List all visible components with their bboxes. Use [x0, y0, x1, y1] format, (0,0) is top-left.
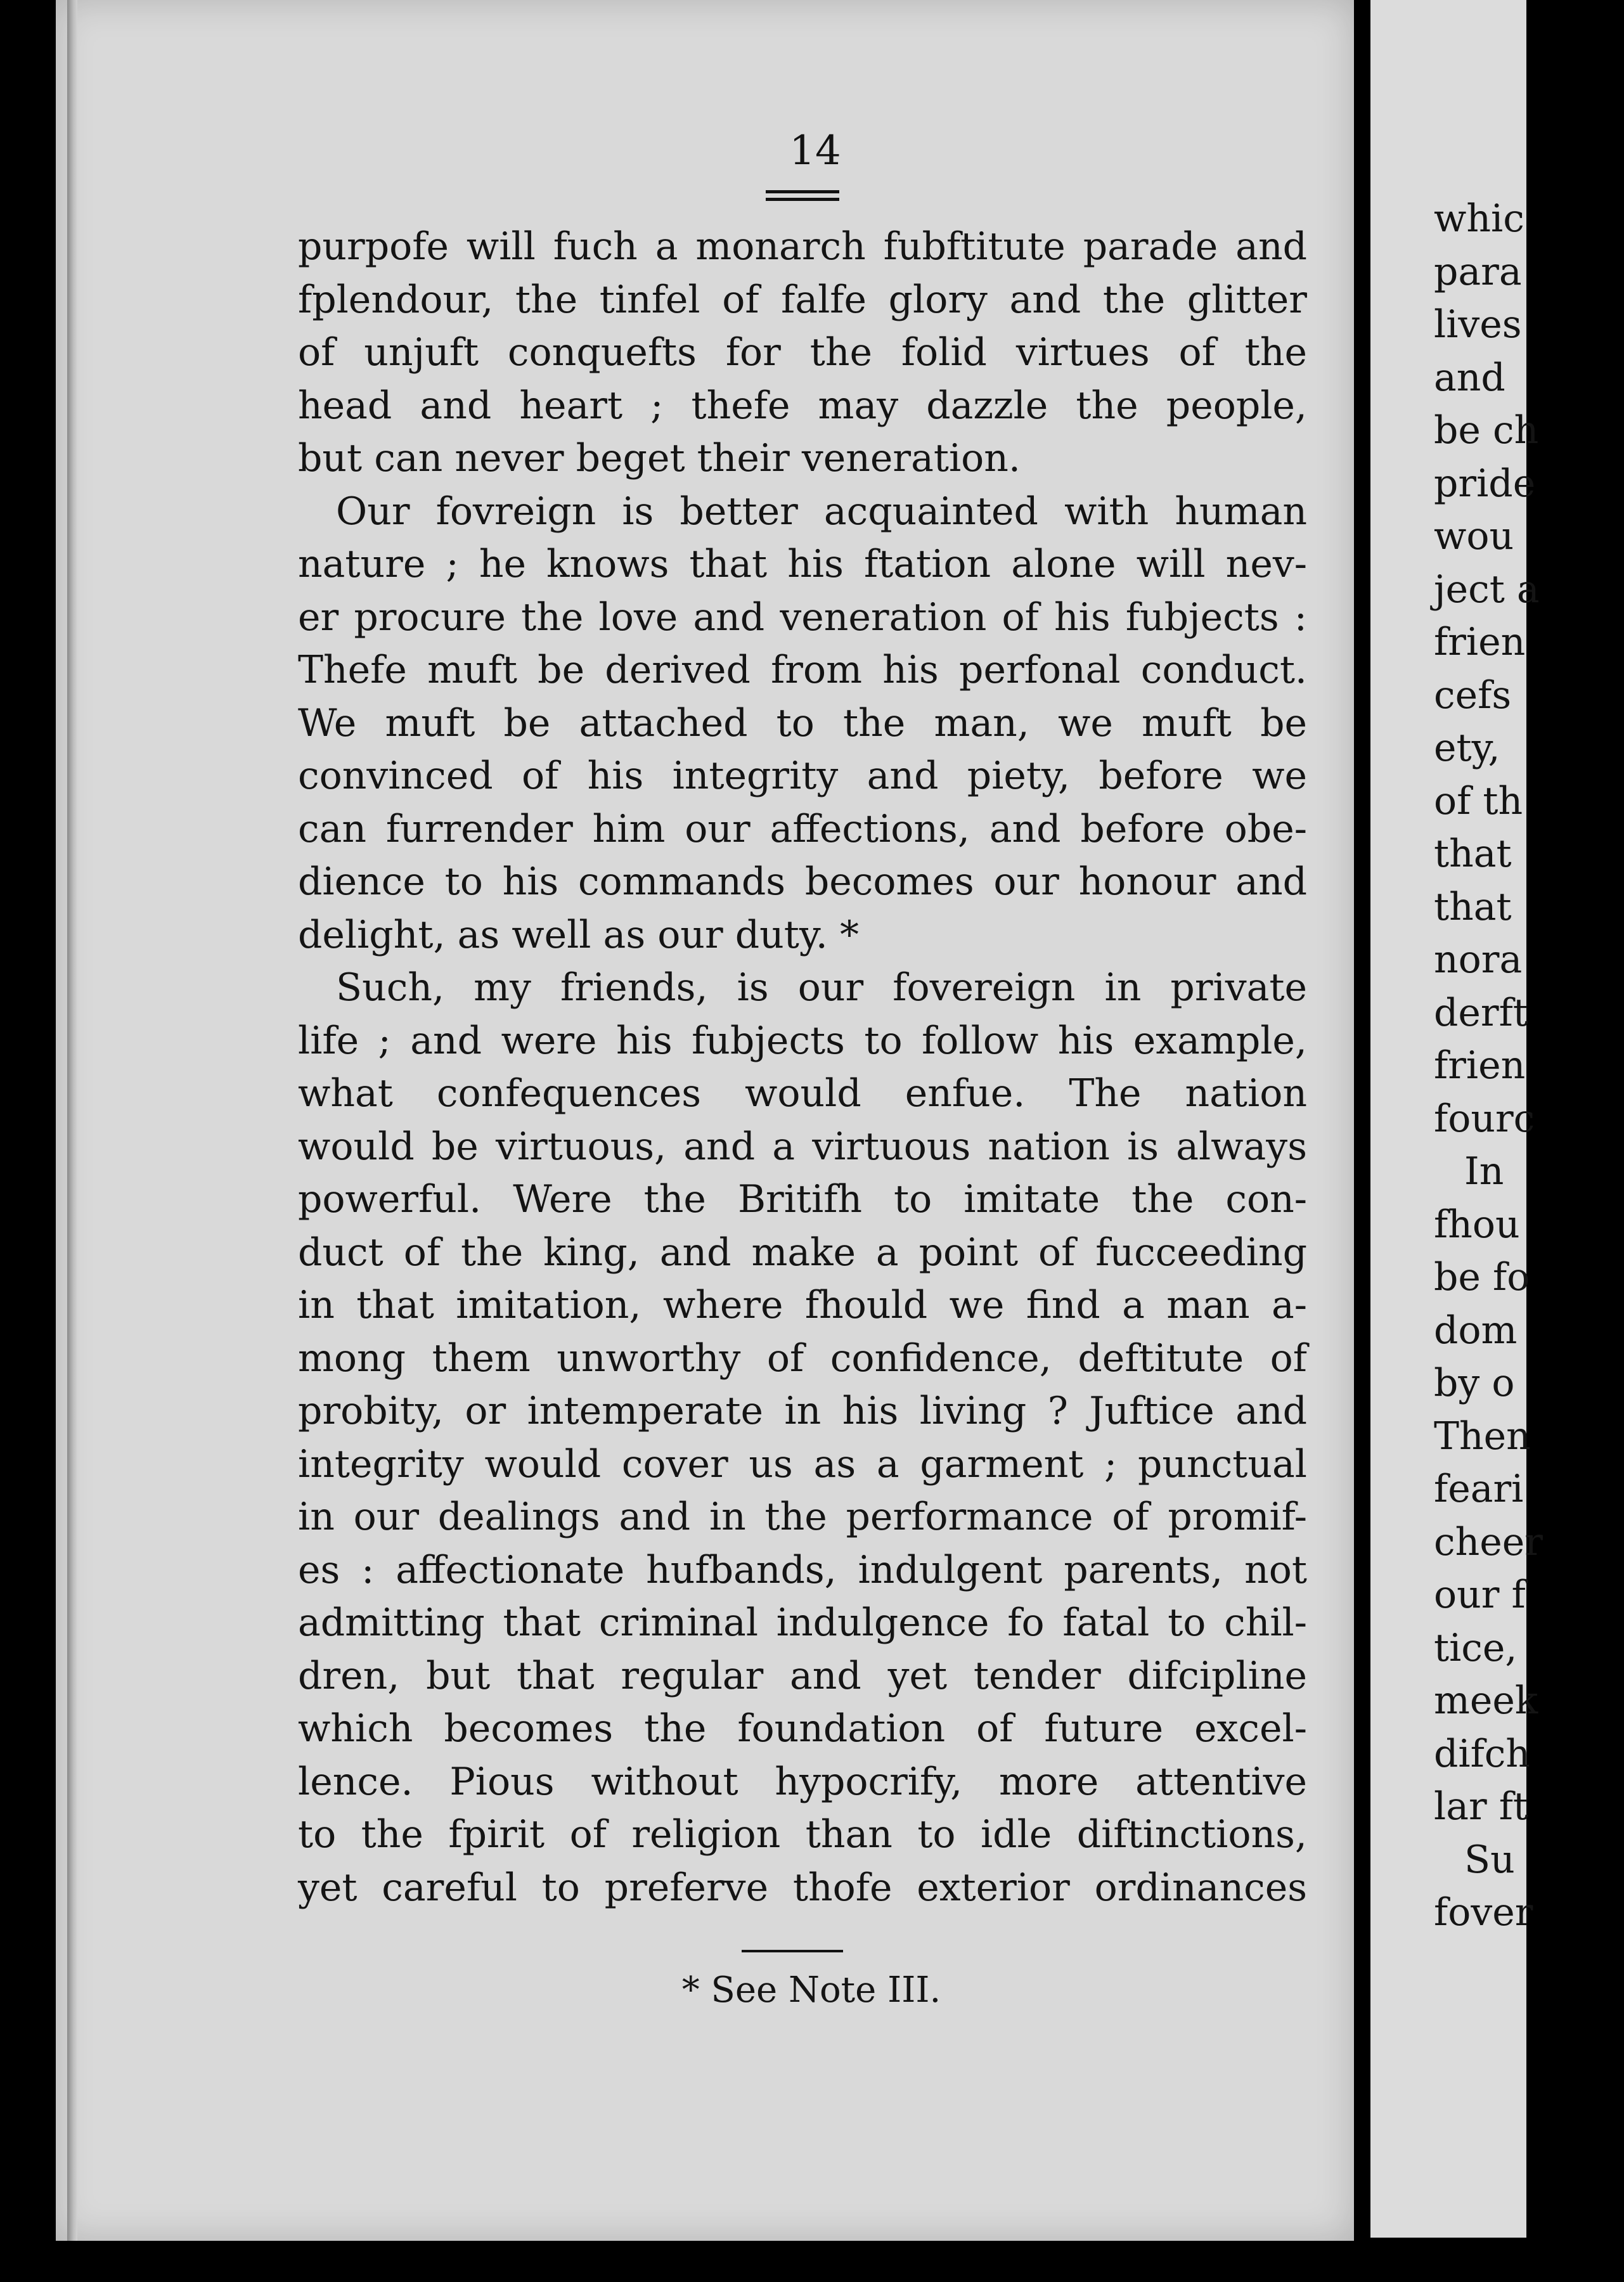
text-line: Our fovreign is better acquainted with human — [336, 489, 1307, 534]
facing-text-line: para — [1434, 249, 1522, 294]
text-line: what confequences would enfue. The nation — [298, 1071, 1307, 1116]
facing-text-line: that — [1434, 884, 1512, 929]
text-line: dren, but that regular and yet tender difcipline — [298, 1653, 1307, 1698]
facing-text-line: nora — [1434, 938, 1523, 982]
text-line: integrity would cover us as a garment ; punctual — [298, 1441, 1307, 1486]
facing-text-line: and — [1434, 355, 1505, 400]
text-line: admitting that criminal indulgence fo fatal to chil- — [298, 1601, 1307, 1645]
text-line: Thefe muft be derived from his perfonal conduct. — [298, 648, 1307, 692]
text-line: in that imitation, where fhould we find a man a- — [298, 1283, 1307, 1327]
facing-text-line: lar ft — [1434, 1784, 1529, 1829]
page-edge-shadow — [67, 0, 77, 2241]
text-line: Such, my friends, is our fovereign in private — [336, 965, 1307, 1010]
facing-text-line: by o — [1434, 1361, 1515, 1405]
facing-text-line: our f — [1434, 1573, 1526, 1617]
text-line: probity, or intemperate in his living ? Juftice and — [298, 1389, 1307, 1433]
text-line: head and heart ; thefe may dazzle the people, — [298, 383, 1307, 428]
text-line: er procure the love and veneration of his fubjects : — [298, 595, 1307, 640]
text-line: purpofe will fuch a monarch fubftitute parade and — [298, 224, 1307, 269]
text-line: nature ; he knows that his ftation alone will nev- — [298, 542, 1307, 586]
text-line: which becomes the foundation of future excel- — [298, 1706, 1307, 1751]
body-text — [298, 221, 1307, 1914]
header-rule — [766, 198, 839, 201]
facing-text-line: be ch — [1434, 408, 1539, 453]
facing-text-line: ject a — [1434, 567, 1540, 612]
text-line: es : affectionate hufbands, indulgent parents, not — [298, 1547, 1307, 1592]
facing-text-line: ety, — [1434, 726, 1500, 770]
text-line: would be virtuous, and a virtuous nation is always — [298, 1124, 1307, 1169]
facing-page-text — [1434, 193, 1624, 1940]
book-gutter — [1354, 0, 1370, 2282]
facing-text-line: tice, — [1434, 1625, 1518, 1670]
text-line: of unjuft conquefts for the folid virtues of the — [298, 330, 1307, 375]
text-line: We muft be attached to the man, we muft be — [298, 700, 1307, 745]
facing-text-line: In — [1464, 1149, 1504, 1194]
text-line: life ; and were his fubjects to follow his example, — [298, 1018, 1307, 1063]
facing-text-line: lives — [1434, 302, 1522, 347]
text-line: dience to his commands becomes our honour and — [298, 860, 1307, 904]
footnote-rule — [742, 1950, 843, 1952]
page-number: 14 — [789, 127, 841, 174]
facing-text-line: fover — [1434, 1890, 1533, 1935]
facing-text-line: feari — [1434, 1467, 1524, 1511]
text-line: yet careful to preferve thofe exterior ordinances — [298, 1865, 1307, 1910]
text-line: duct of the king, and make a point of fucceeding — [298, 1230, 1307, 1275]
text-line: can furrender him our affections, and before obe- — [298, 806, 1307, 851]
facing-text-line: fhou — [1434, 1202, 1520, 1247]
facing-text-line: whic — [1434, 197, 1524, 241]
header-rule — [766, 190, 839, 193]
facing-text-line: Then — [1434, 1414, 1531, 1459]
facing-text-line: Su — [1464, 1837, 1515, 1882]
text-line: fplendour, the tinfel of falfe glory and the glitter — [298, 277, 1307, 322]
facing-text-line: that — [1434, 832, 1512, 876]
facing-text-line: difch — [1434, 1731, 1531, 1776]
text-line: delight, as well as our duty. * — [298, 912, 859, 957]
text-line: mong them unworthy of confidence, deftitute of — [298, 1336, 1307, 1381]
facing-text-line: wou — [1434, 514, 1514, 558]
facing-text-line: derft — [1434, 990, 1528, 1035]
facing-text-line: frien — [1434, 1043, 1526, 1088]
text-line: lence. Pious without hypocrify, more attentive — [298, 1759, 1307, 1804]
facing-text-line: cefs — [1434, 673, 1512, 718]
facing-text-line: of th — [1434, 778, 1523, 823]
text-line: in our dealings and in the performance of promif- — [298, 1495, 1307, 1539]
facing-text-line: meek — [1434, 1679, 1538, 1723]
facing-text-line: pride — [1434, 461, 1536, 506]
facing-text-line: cheer — [1434, 1519, 1543, 1564]
text-line: to the fpirit of religion than to idle diftinctions, — [298, 1812, 1307, 1857]
facing-text-line: dom — [1434, 1308, 1518, 1353]
facing-text-line: fourc — [1434, 1096, 1535, 1141]
facing-text-line: frien — [1434, 620, 1526, 664]
footnote: * See Note III. — [681, 1969, 941, 2011]
text-line: but can never beget their veneration. — [298, 436, 1021, 480]
text-line: convinced of his integrity and piety, before we — [298, 754, 1307, 798]
facing-text-line: be fo — [1434, 1255, 1530, 1299]
text-line: powerful. Were the Britifh to imitate the con- — [298, 1177, 1307, 1222]
